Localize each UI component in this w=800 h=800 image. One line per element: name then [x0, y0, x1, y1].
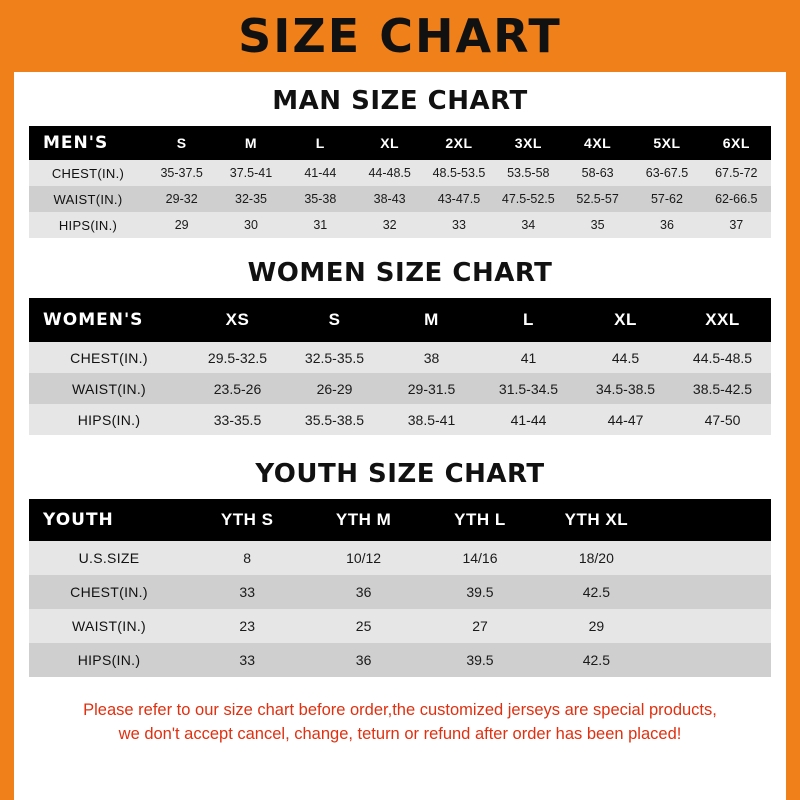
men-row-label-0: CHEST(IN.)	[51, 165, 125, 181]
section-title-man: MAN SIZE CHART	[272, 86, 528, 116]
youth-cell-2-4	[655, 609, 771, 643]
youth-cell-3-0: 33	[239, 652, 255, 668]
men-cell-0-3: 44-48.5	[368, 166, 411, 180]
men-cell-2-5: 34	[521, 218, 536, 232]
youth-cell-0-3: 18/20	[578, 550, 614, 566]
youth-cell-2-3: 29	[588, 618, 605, 634]
table-row	[29, 575, 771, 609]
men-cell-2-0: 29	[174, 218, 189, 232]
men-cell-0-0: 35-37.5	[160, 166, 203, 180]
men-cell-1-5: 47.5-52.5	[501, 192, 555, 206]
men-cell-1-4: 43-47.5	[437, 192, 481, 206]
youth-corner-header: YOUTH	[29, 499, 189, 541]
section-title-women: WOMEN SIZE CHART	[247, 258, 553, 288]
men-col-header-3: XL	[355, 126, 424, 160]
men-col-header-2: L	[286, 126, 355, 160]
men-col-header-5: 3XL	[494, 126, 563, 160]
youth-col-header-2: YTH L	[422, 499, 538, 541]
notice-line-1: Please refer to our size chart before order,the customized jerseys are special products,	[83, 701, 717, 719]
notice-text	[22, 699, 778, 747]
youth-cell-3-3: 42.5	[582, 652, 610, 668]
youth-table-body	[29, 541, 771, 677]
table-row	[29, 342, 771, 373]
notice-line-2: we don't accept cancel, change, teturn or refund after order has been placed!	[118, 724, 682, 743]
women-row-label-2: HIPS(IN.)	[77, 411, 141, 428]
section-youth	[14, 459, 786, 677]
women-table-body	[29, 342, 771, 435]
youth-cell-1-0: 33	[239, 584, 255, 600]
youth-cell-1-4	[655, 575, 771, 609]
banner	[0, 0, 800, 72]
youth-cell-0-0: 8	[243, 550, 252, 566]
women-col-header-2: M	[383, 298, 480, 342]
women-row-label-0: CHEST(IN.)	[70, 349, 148, 366]
men-cell-2-2: 31	[313, 218, 328, 232]
men-cell-1-6: 52.5-57	[576, 192, 619, 206]
section-title-youth: YOUTH SIZE CHART	[255, 459, 545, 489]
men-cell-1-3: 38-43	[373, 192, 406, 206]
women-cell-0-1: 32.5-35.5	[304, 349, 365, 366]
women-row-label-1: WAIST(IN.)	[71, 380, 147, 397]
youth-cell-1-2: 39.5	[466, 584, 494, 600]
men-cell-2-8: 37	[729, 218, 744, 232]
women-col-header-4: XL	[577, 298, 674, 342]
men-col-header-7: 5XL	[632, 126, 701, 160]
women-table-head	[29, 298, 771, 342]
youth-row-label-0: U.S.SIZE	[78, 550, 140, 566]
men-table-body	[29, 160, 771, 238]
men-cell-0-7: 63-67.5	[645, 166, 689, 180]
men-cell-2-4: 33	[452, 218, 466, 232]
women-cell-2-5: 47-50	[704, 411, 741, 428]
women-cell-1-4: 34.5-38.5	[595, 380, 656, 397]
men-cell-2-3: 32	[382, 218, 397, 232]
youth-row-label-3: HIPS(IN.)	[77, 652, 141, 668]
men-cell-0-2: 41-44	[304, 166, 337, 180]
women-size-table	[29, 298, 771, 435]
women-cell-0-4: 44.5	[611, 349, 640, 366]
youth-size-table	[29, 499, 771, 677]
youth-cell-3-2: 39.5	[466, 652, 494, 668]
men-col-header-8: 6XL	[702, 126, 771, 160]
youth-cell-3-1: 36	[355, 652, 372, 668]
youth-cell-1-3: 42.5	[582, 584, 610, 600]
youth-cell-2-1: 25	[355, 618, 372, 634]
men-col-header-0: S	[147, 126, 216, 160]
youth-cell-0-2: 14/16	[462, 550, 498, 566]
youth-row-label-2: WAIST(IN.)	[71, 618, 147, 634]
women-cell-1-1: 26-29	[316, 380, 353, 397]
men-cell-0-1: 37.5-41	[229, 166, 273, 180]
men-cell-0-4: 48.5-53.5	[432, 166, 486, 180]
men-col-header-4: 2XL	[424, 126, 493, 160]
men-size-table	[29, 126, 771, 238]
women-cell-2-1: 35.5-38.5	[304, 411, 365, 428]
men-cell-1-1: 32-35	[235, 192, 267, 206]
men-col-header-1: M	[216, 126, 285, 160]
table-header-row	[29, 499, 771, 541]
women-cell-0-2: 38	[423, 349, 440, 366]
women-col-header-3: L	[480, 298, 577, 342]
women-cell-0-3: 41	[520, 349, 537, 366]
table-row	[29, 609, 771, 643]
men-cell-0-5: 53.5-58	[507, 166, 550, 180]
youth-col-header-0: YTH S	[189, 499, 305, 541]
youth-cell-3-4	[655, 643, 771, 677]
table-row	[29, 186, 771, 212]
women-cell-2-3: 41-44	[510, 411, 547, 428]
youth-col-header-3: YTH XL	[538, 499, 654, 541]
men-cell-2-7: 36	[660, 218, 674, 232]
men-col-header-6: 4XL	[563, 126, 632, 160]
men-cell-1-2: 35-38	[304, 192, 337, 206]
men-cell-2-6: 35	[590, 218, 605, 232]
women-cell-1-5: 38.5-42.5	[692, 380, 753, 397]
men-row-label-2: HIPS(IN.)	[58, 217, 118, 233]
men-cell-2-1: 30	[244, 218, 258, 232]
table-header-row	[29, 126, 771, 160]
table-row	[29, 404, 771, 435]
youth-row-label-1: CHEST(IN.)	[70, 584, 148, 600]
section-man	[14, 86, 786, 238]
youth-col-header-1: YTH M	[305, 499, 421, 541]
men-cell-0-8: 67.5-72	[715, 166, 758, 180]
youth-cell-2-0: 23	[239, 618, 255, 634]
women-corner-header: WOMEN'S	[29, 298, 189, 342]
women-cell-2-4: 44-47	[607, 411, 644, 428]
men-row-label-1: WAIST(IN.)	[53, 191, 123, 207]
table-header-row	[29, 298, 771, 342]
women-cell-1-3: 31.5-34.5	[498, 380, 559, 397]
table-row	[29, 160, 771, 186]
youth-cell-1-1: 36	[355, 584, 372, 600]
women-col-header-5: XXL	[674, 298, 771, 342]
women-cell-0-5: 44.5-48.5	[692, 349, 753, 366]
section-women	[14, 258, 786, 435]
women-col-header-0: XS	[189, 298, 286, 342]
women-cell-0-0: 29.5-32.5	[207, 349, 268, 366]
youth-col-header-4	[655, 499, 771, 541]
youth-cell-0-4	[655, 541, 771, 575]
table-row	[29, 212, 771, 238]
men-corner-header: MEN'S	[29, 126, 147, 160]
women-cell-2-0: 33-35.5	[213, 411, 262, 428]
women-col-header-1: S	[286, 298, 383, 342]
women-cell-1-2: 29-31.5	[407, 380, 456, 397]
men-cell-0-6: 58-63	[581, 166, 614, 180]
men-table-head	[29, 126, 771, 160]
table-row	[29, 643, 771, 677]
table-row	[29, 541, 771, 575]
page-title: SIZE CHART	[238, 9, 562, 63]
youth-cell-2-2: 27	[472, 618, 488, 634]
table-row	[29, 373, 771, 404]
men-cell-1-8: 62-66.5	[715, 192, 758, 206]
women-cell-2-2: 38.5-41	[407, 411, 456, 428]
youth-cell-0-1: 10/12	[346, 550, 382, 566]
men-cell-1-0: 29-32	[165, 192, 198, 206]
women-cell-1-0: 23.5-26	[213, 380, 262, 397]
men-cell-1-7: 57-62	[650, 192, 683, 206]
youth-table-head	[29, 499, 771, 541]
